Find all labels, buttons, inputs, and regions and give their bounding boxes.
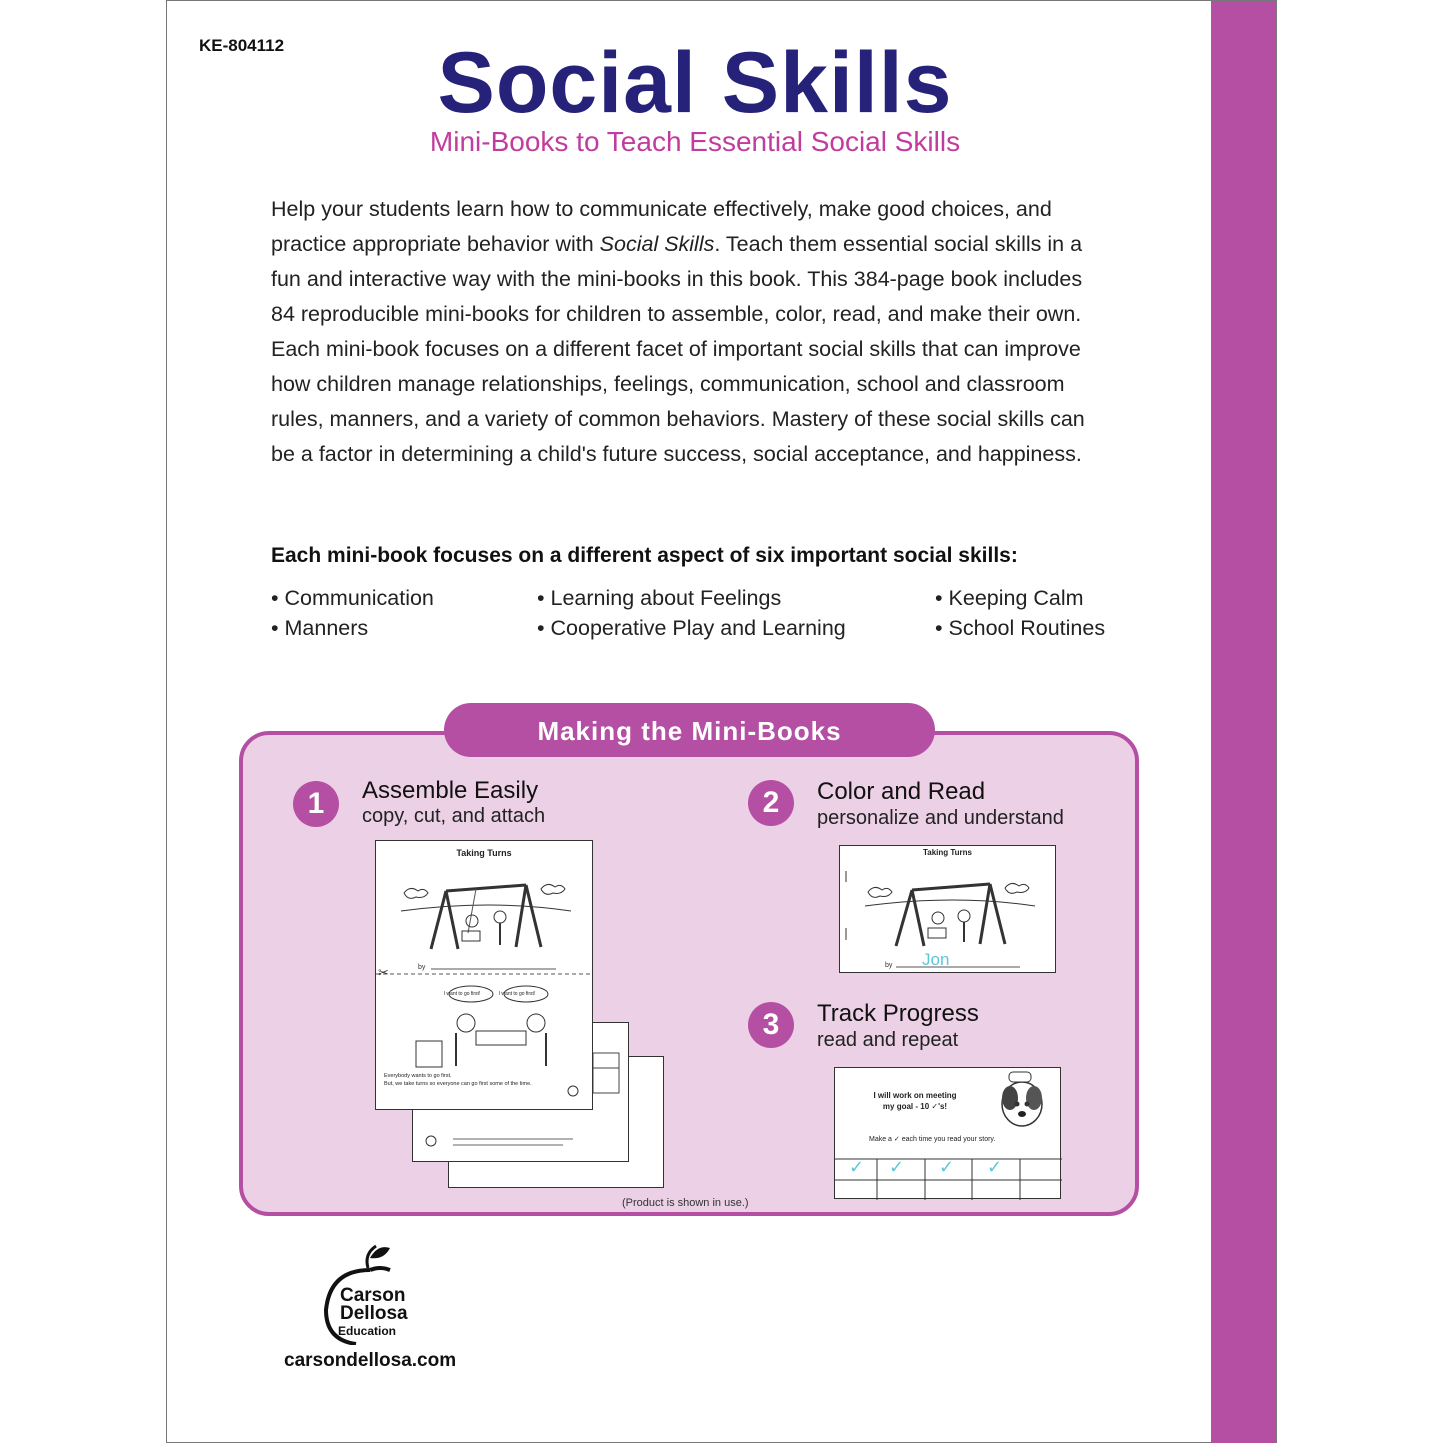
- panel-heading: Making the Mini-Books: [444, 703, 935, 757]
- student-name: Jon: [922, 950, 950, 969]
- check-mark-icon: ✓: [987, 1157, 1003, 1177]
- minibook-text: But, we take turns so everyone can go first some of the time.: [384, 1081, 532, 1087]
- logo-subline: Education: [338, 1324, 397, 1338]
- step-number: 2: [748, 780, 794, 826]
- minibook-title: Taking Turns: [922, 848, 973, 857]
- goal-text: I will work on meeting my goal - 10 ✓'s!: [873, 1091, 957, 1111]
- step-subtitle: copy, cut, and attach: [362, 805, 546, 827]
- dog-icon: [997, 1070, 1047, 1130]
- step-title: Color and Read: [817, 778, 986, 805]
- description-line: Help your students learn how to communicate effectively, make good choices, and: [271, 197, 1052, 221]
- product-code: KE-804112: [199, 36, 285, 55]
- skill-item: • Manners: [271, 616, 369, 640]
- step-subtitle: read and repeat: [817, 1029, 959, 1051]
- check-mark-icon: ✓: [939, 1157, 955, 1177]
- swing-illustration: [376, 841, 592, 1109]
- speech-bubble-text: I want to go first!: [498, 991, 536, 997]
- website-url[interactable]: carsondellosa.com: [284, 1350, 457, 1371]
- description-line: Each mini-book focuses on a different facet of important social skills that can improve: [271, 337, 1081, 361]
- step-subtitle: personalize and understand: [817, 807, 1064, 829]
- description-line: fun and interactive way with the mini-books in this book. This 384-page book includes: [271, 267, 1083, 291]
- progress-tracker-page: [834, 1067, 1061, 1199]
- description-line: 84 reproducible mini-books for children to assemble, color, read, and make their own.: [271, 302, 1082, 326]
- book-title: Social Skills: [437, 35, 953, 131]
- step-title: Track Progress: [817, 1000, 979, 1027]
- skill-item: • School Routines: [935, 616, 1106, 640]
- description-line: be a factor in determining a child's future success, social acceptance, and happiness.: [271, 442, 1082, 466]
- step-number: 1: [293, 781, 339, 827]
- description-paragraph: [271, 192, 1111, 472]
- step-title: Assemble Easily: [362, 777, 539, 804]
- skill-item: • Cooperative Play and Learning: [537, 616, 846, 640]
- skill-item: • Communication: [271, 586, 434, 610]
- book-title-italic: Social Skills: [599, 232, 715, 256]
- skill-item: • Keeping Calm: [935, 586, 1084, 610]
- description-line: practice appropriate behavior with Social Skills. Teach them essential social skills in a: [271, 232, 1083, 256]
- minibook-title: Taking Turns: [456, 848, 512, 858]
- step-number: 3: [748, 1002, 794, 1048]
- instruction-text: Make a ✓ each time you read your story.: [869, 1136, 996, 1143]
- description-line: how children manage relationships, feelings, communication, school and classroom: [271, 372, 1065, 396]
- by-label: by: [418, 964, 426, 971]
- book-spine: [1211, 1, 1276, 1443]
- check-mark-icon: ✓: [889, 1157, 905, 1177]
- minibook-text: Everybody wants to go first.: [384, 1073, 452, 1079]
- colored-minibook-page: [839, 845, 1056, 973]
- book-subtitle: Mini-Books to Teach Essential Social Skills: [429, 126, 961, 157]
- carson-dellosa-logo: [318, 1240, 448, 1345]
- by-label: by: [885, 962, 893, 969]
- check-mark-icon: ✓: [849, 1157, 865, 1177]
- description-line: rules, manners, and a variety of common behaviors. Mastery of these social skills can: [271, 407, 1085, 431]
- product-caption: (Product is shown in use.): [622, 1197, 749, 1209]
- skill-item: • Learning about Feelings: [537, 586, 782, 610]
- minibook-front-page: [375, 840, 593, 1110]
- skills-lead: Each mini-book focuses on a different aspect of six important social skills:: [271, 544, 1018, 567]
- scissors-icon: ✂: [378, 965, 389, 980]
- logo-wordmark: Carson Dellosa: [340, 1285, 408, 1324]
- speech-bubble-text: I want to go first!: [443, 991, 481, 997]
